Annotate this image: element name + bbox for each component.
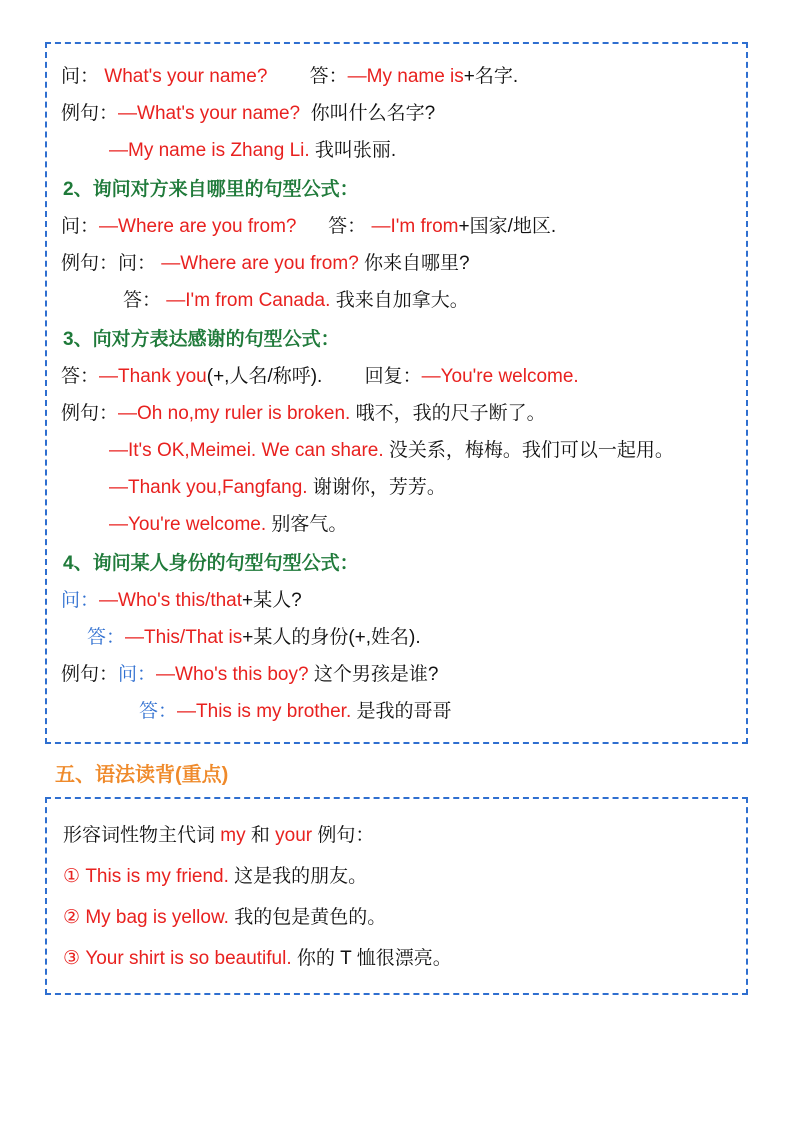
q4-example-1-seg-0: 例句： (61, 664, 119, 685)
q2-formula-seg-0: 问： (61, 216, 100, 237)
q3-formula (61, 356, 732, 393)
grammar-item-1 (63, 854, 732, 895)
grammar-item-2-seg-0: ② (63, 907, 86, 928)
q2-example-2-seg-2: 我来自加拿大。 (330, 290, 469, 311)
q3-example-1-seg-2: 哦不，我的尺子断了。 (350, 403, 546, 424)
q1-formula-seg-6: +名字. (463, 66, 519, 87)
q3-example-2-seg-0: —It's OK,Meimei. We can share. (109, 440, 384, 461)
q4-formula-answer-seg-2: +某人的身份(+,姓名). (242, 627, 421, 648)
grammar-item-1-seg-2: 这是我的朋友。 (228, 866, 368, 887)
q2-formula (61, 206, 732, 243)
q4-formula-ask-seg-0: 问： (61, 590, 100, 611)
grammar-item-2-seg-2: 我的包是黄色的。 (228, 907, 387, 928)
q1-example-2-seg-1: 我叫张丽. (309, 140, 397, 161)
q4-example-1-seg-3: 这个男孩是谁? (308, 664, 439, 685)
q4-formula-answer-seg-0: 答： (87, 627, 126, 648)
q1-formula (61, 56, 732, 93)
q4-example-2 (61, 691, 732, 728)
q2-example-1-seg-3: 你来自哪里? (358, 253, 470, 274)
q3-example-3 (61, 467, 732, 504)
q1-formula-seg-2: What's your name? (104, 66, 268, 87)
grammar-item-3-seg-1: Your shirt is so beautiful. (85, 948, 292, 969)
grammar-title-seg-1: my (220, 825, 246, 846)
q3-example-2 (61, 430, 732, 467)
q3-formula-seg-1: —Thank you (99, 366, 207, 387)
q2-formula-seg-3: 答： (328, 216, 367, 237)
grammar-title-seg-2: 和 (245, 825, 276, 846)
heading-2 (61, 167, 732, 206)
q1-example-1 (61, 93, 732, 130)
grammar-item-1-seg-1: This is my friend. (85, 866, 229, 887)
sentence-patterns-box (45, 42, 748, 744)
heading-4 (61, 541, 732, 580)
grammar-title (63, 813, 732, 854)
grammar-box (45, 797, 748, 995)
q3-example-1 (61, 393, 732, 430)
grammar-item-2 (63, 895, 732, 936)
heading-4-seg-0: 4、询问某人身份的句型句型公式： (63, 553, 359, 574)
q3-example-4-seg-1: 别客气。 (266, 514, 348, 535)
q3-example-4 (61, 504, 732, 541)
grammar-item-3 (63, 936, 732, 977)
q1-example-1-seg-1: —What's your name? (118, 103, 301, 124)
q4-example-2-seg-2: 是我的哥哥 (351, 701, 452, 722)
q4-example-2-seg-0: 答： (139, 701, 178, 722)
q3-example-3-seg-1: 谢谢你，芳芳。 (307, 477, 446, 498)
grammar-title-seg-0: 形容词性物主代词 (63, 825, 221, 846)
q2-formula-seg-5: +国家/地区. (458, 216, 557, 237)
q2-formula-seg-4: —I'm from (366, 216, 459, 237)
q4-example-1 (61, 654, 732, 691)
q2-example-1-seg-0: 例句： (61, 253, 119, 274)
grammar-item-3-seg-2: 你的 T 恤很漂亮。 (291, 948, 452, 969)
q3-formula-seg-4: 回复： (364, 366, 422, 387)
q3-example-1-seg-0: 例句： (61, 403, 119, 424)
q1-example-1-seg-3: 你叫什么名字? (310, 103, 436, 124)
section-heading-label: 五、语法读背(重点) (55, 764, 229, 786)
q3-example-1-seg-1: —Oh no,my ruler is broken. (118, 403, 351, 424)
grammar-title-seg-3: your (275, 825, 313, 846)
q4-example-1-seg-2: —Who's this boy? (156, 664, 309, 685)
q1-formula-seg-3 (267, 66, 309, 88)
q4-example-1-seg-1: 问： (118, 664, 157, 685)
q4-formula-ask-seg-1: —Who's this/that (99, 590, 243, 611)
q3-formula-seg-2: (+,人名/称呼). (206, 366, 323, 387)
q1-formula-seg-5: —My name is (347, 66, 464, 87)
q1-formula-seg-0: 问： (61, 66, 100, 87)
q1-example-1-seg-2 (300, 103, 311, 125)
q3-formula-seg-5: —You're welcome. (421, 366, 579, 387)
q2-example-2-seg-0: 答： (123, 290, 167, 311)
q2-formula-seg-1: —Where are you from? (99, 216, 297, 237)
section-heading (45, 744, 748, 797)
q2-formula-seg-2 (296, 216, 328, 238)
q4-formula-ask-seg-2: +某人? (242, 590, 302, 611)
q3-formula-seg-0: 答： (61, 366, 100, 387)
q4-formula-answer (61, 617, 732, 654)
q3-example-3-seg-0: —Thank you,Fangfang. (109, 477, 308, 498)
q2-example-1-seg-2: —Where are you from? (156, 253, 359, 274)
q1-example-1-seg-0: 例句： (61, 103, 119, 124)
q1-example-2 (61, 130, 732, 167)
q3-example-4-seg-0: —You're welcome. (109, 514, 267, 535)
grammar-item-3-seg-0: ③ (63, 948, 86, 969)
q4-formula-ask (61, 580, 732, 617)
q4-formula-answer-seg-1: —This/That is (125, 627, 243, 648)
q2-example-1 (61, 243, 732, 280)
heading-2-seg-0: 2、询问对方来自哪里的句型公式： (63, 179, 359, 200)
q4-example-2-seg-1: —This is my brother. (177, 701, 352, 722)
grammar-title-seg-4: 例句： (312, 825, 375, 846)
heading-3-seg-0: 3、向对方表达感谢的句型公式： (63, 329, 340, 350)
q2-example-2-seg-1: —I'm from Canada. (166, 290, 331, 311)
q2-example-1-seg-1: 问： (118, 253, 157, 274)
grammar-item-1-seg-0: ① (63, 866, 86, 887)
q3-example-2-seg-1: 没关系，梅梅。我们可以一起用。 (383, 440, 674, 461)
q3-formula-seg-3 (322, 366, 364, 388)
q2-example-2 (61, 280, 732, 317)
q1-formula-seg-4: 答： (309, 66, 348, 87)
heading-3 (61, 317, 732, 356)
q1-example-2-seg-0: —My name is Zhang Li. (109, 140, 310, 161)
grammar-item-2-seg-1: My bag is yellow. (85, 907, 229, 928)
